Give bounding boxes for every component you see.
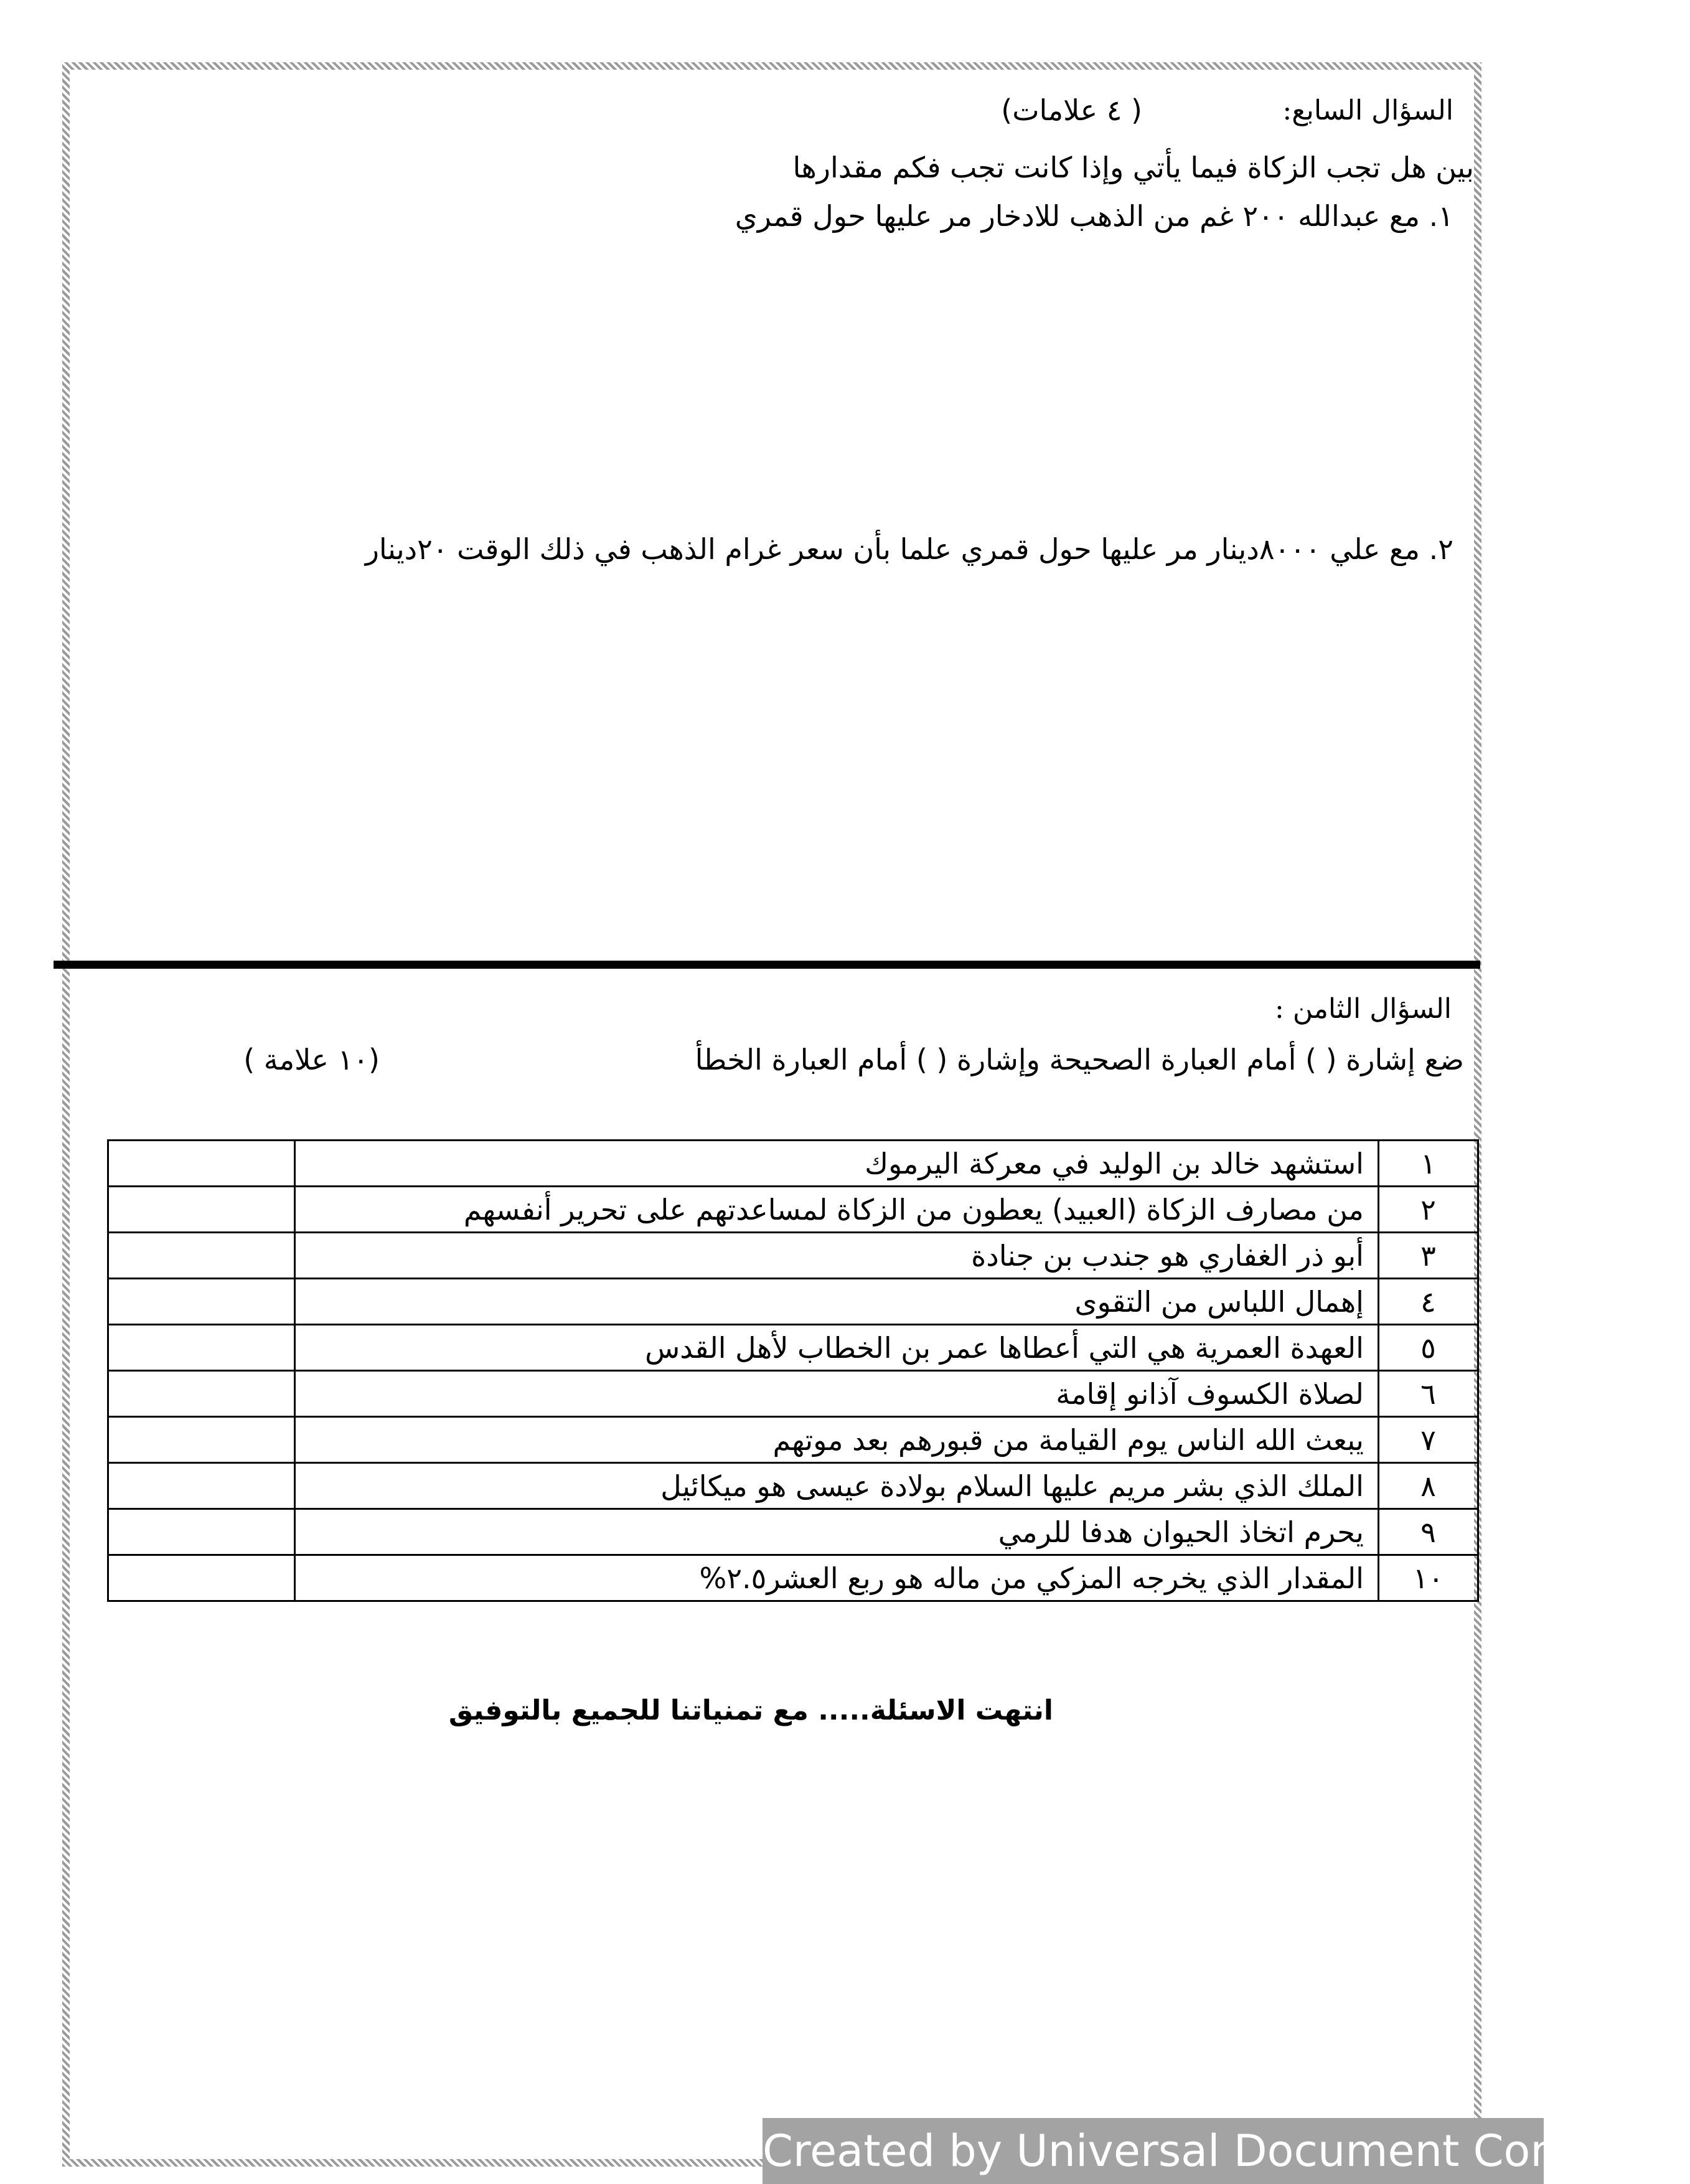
answer-cell[interactable] <box>108 1463 295 1509</box>
statement-text: إهمال اللباس من التقوى <box>295 1279 1379 1325</box>
section-divider <box>54 961 1480 969</box>
row-number: ٣ <box>1378 1233 1478 1279</box>
table-row <box>108 1463 1478 1509</box>
statement-text: المقدار الذي يخرجه المزكي من ماله هو ربع العشر٢.٥% <box>295 1555 1379 1601</box>
row-number: ٢ <box>1378 1187 1478 1233</box>
table-row <box>108 1279 1478 1325</box>
answer-cell[interactable] <box>108 1509 295 1555</box>
statement-text: من مصارف الزكاة (العبيد) يعطون من الزكاة لمساعدتهم على تحرير أنفسهم <box>295 1187 1379 1233</box>
statement-text: العهدة العمرية هي التي أعطاها عمر بن الخطاب لأهل القدس <box>295 1325 1379 1371</box>
question7-prompt: بين هل تجب الزكاة فيما يأتي وإذا كانت تجب فكم مقدارها <box>792 151 1474 184</box>
table-row <box>108 1555 1478 1601</box>
question7-marks: ( ٤ علامات) <box>1001 93 1142 127</box>
statement-text: الملك الذي بشر مريم عليها السلام بولادة عيسى هو ميكائيل <box>295 1463 1379 1509</box>
table-row <box>108 1509 1478 1555</box>
answer-cell[interactable] <box>108 1325 295 1371</box>
question7-item-2: ٢. مع علي ٨٠٠٠دينار مر عليها حول قمري علما بأن سعر غرام الذهب في ذلك الوقت ٢٠دينار <box>365 532 1453 566</box>
statement-text: يحرم اتخاذ الحيوان هدفا للرمي <box>295 1509 1379 1555</box>
answer-cell[interactable] <box>108 1141 295 1187</box>
row-number: ٥ <box>1378 1325 1478 1371</box>
table-row <box>108 1417 1478 1463</box>
row-number: ١ <box>1378 1141 1478 1187</box>
row-number: ٦ <box>1378 1371 1478 1417</box>
row-number: ٨ <box>1378 1463 1478 1509</box>
closing-message: انتهت الاسئلة..... مع تمنياتنا للجميع بالتوفيق <box>448 1695 1053 1726</box>
question7-item-1: ١. مع عبدالله ٢٠٠ غم من الذهب للادخار مر عليها حول قمري <box>735 199 1453 233</box>
true-false-table <box>107 1139 1479 1602</box>
answer-cell[interactable] <box>108 1233 295 1279</box>
question8-marks: (١٠ علامة ) <box>243 1043 380 1076</box>
row-number: ٩ <box>1378 1509 1478 1555</box>
question7-label: السؤال السابع: <box>1282 95 1453 126</box>
question8-label: السؤال الثامن : <box>1275 993 1452 1025</box>
statement-text: استشهد خالد بن الوليد في معركة اليرموك <box>295 1141 1379 1187</box>
converter-watermark: Created by Universal Document Converter <box>763 2118 1544 2184</box>
table-row <box>108 1371 1478 1417</box>
row-number: ١٠ <box>1378 1555 1478 1601</box>
answer-cell[interactable] <box>108 1187 295 1233</box>
answer-cell[interactable] <box>108 1371 295 1417</box>
row-number: ٤ <box>1378 1279 1478 1325</box>
table-row <box>108 1141 1478 1187</box>
table-row <box>108 1187 1478 1233</box>
table-row <box>108 1233 1478 1279</box>
row-number: ٧ <box>1378 1417 1478 1463</box>
statement-text: لصلاة الكسوف آذانو إقامة <box>295 1371 1379 1417</box>
answer-cell[interactable] <box>108 1279 295 1325</box>
table-row <box>108 1325 1478 1371</box>
answer-cell[interactable] <box>108 1417 295 1463</box>
statement-text: يبعث الله الناس يوم القيامة من قبورهم بعد موتهم <box>295 1417 1379 1463</box>
question8-instruction: ضع إشارة ( ) أمام العبارة الصحيحة وإشارة ( ) أمام العبارة الخطأ <box>695 1043 1464 1076</box>
page-border <box>62 62 1481 2167</box>
answer-cell[interactable] <box>108 1555 295 1601</box>
statement-text: أبو ذر الغفاري هو جندب بن جنادة <box>295 1233 1379 1279</box>
